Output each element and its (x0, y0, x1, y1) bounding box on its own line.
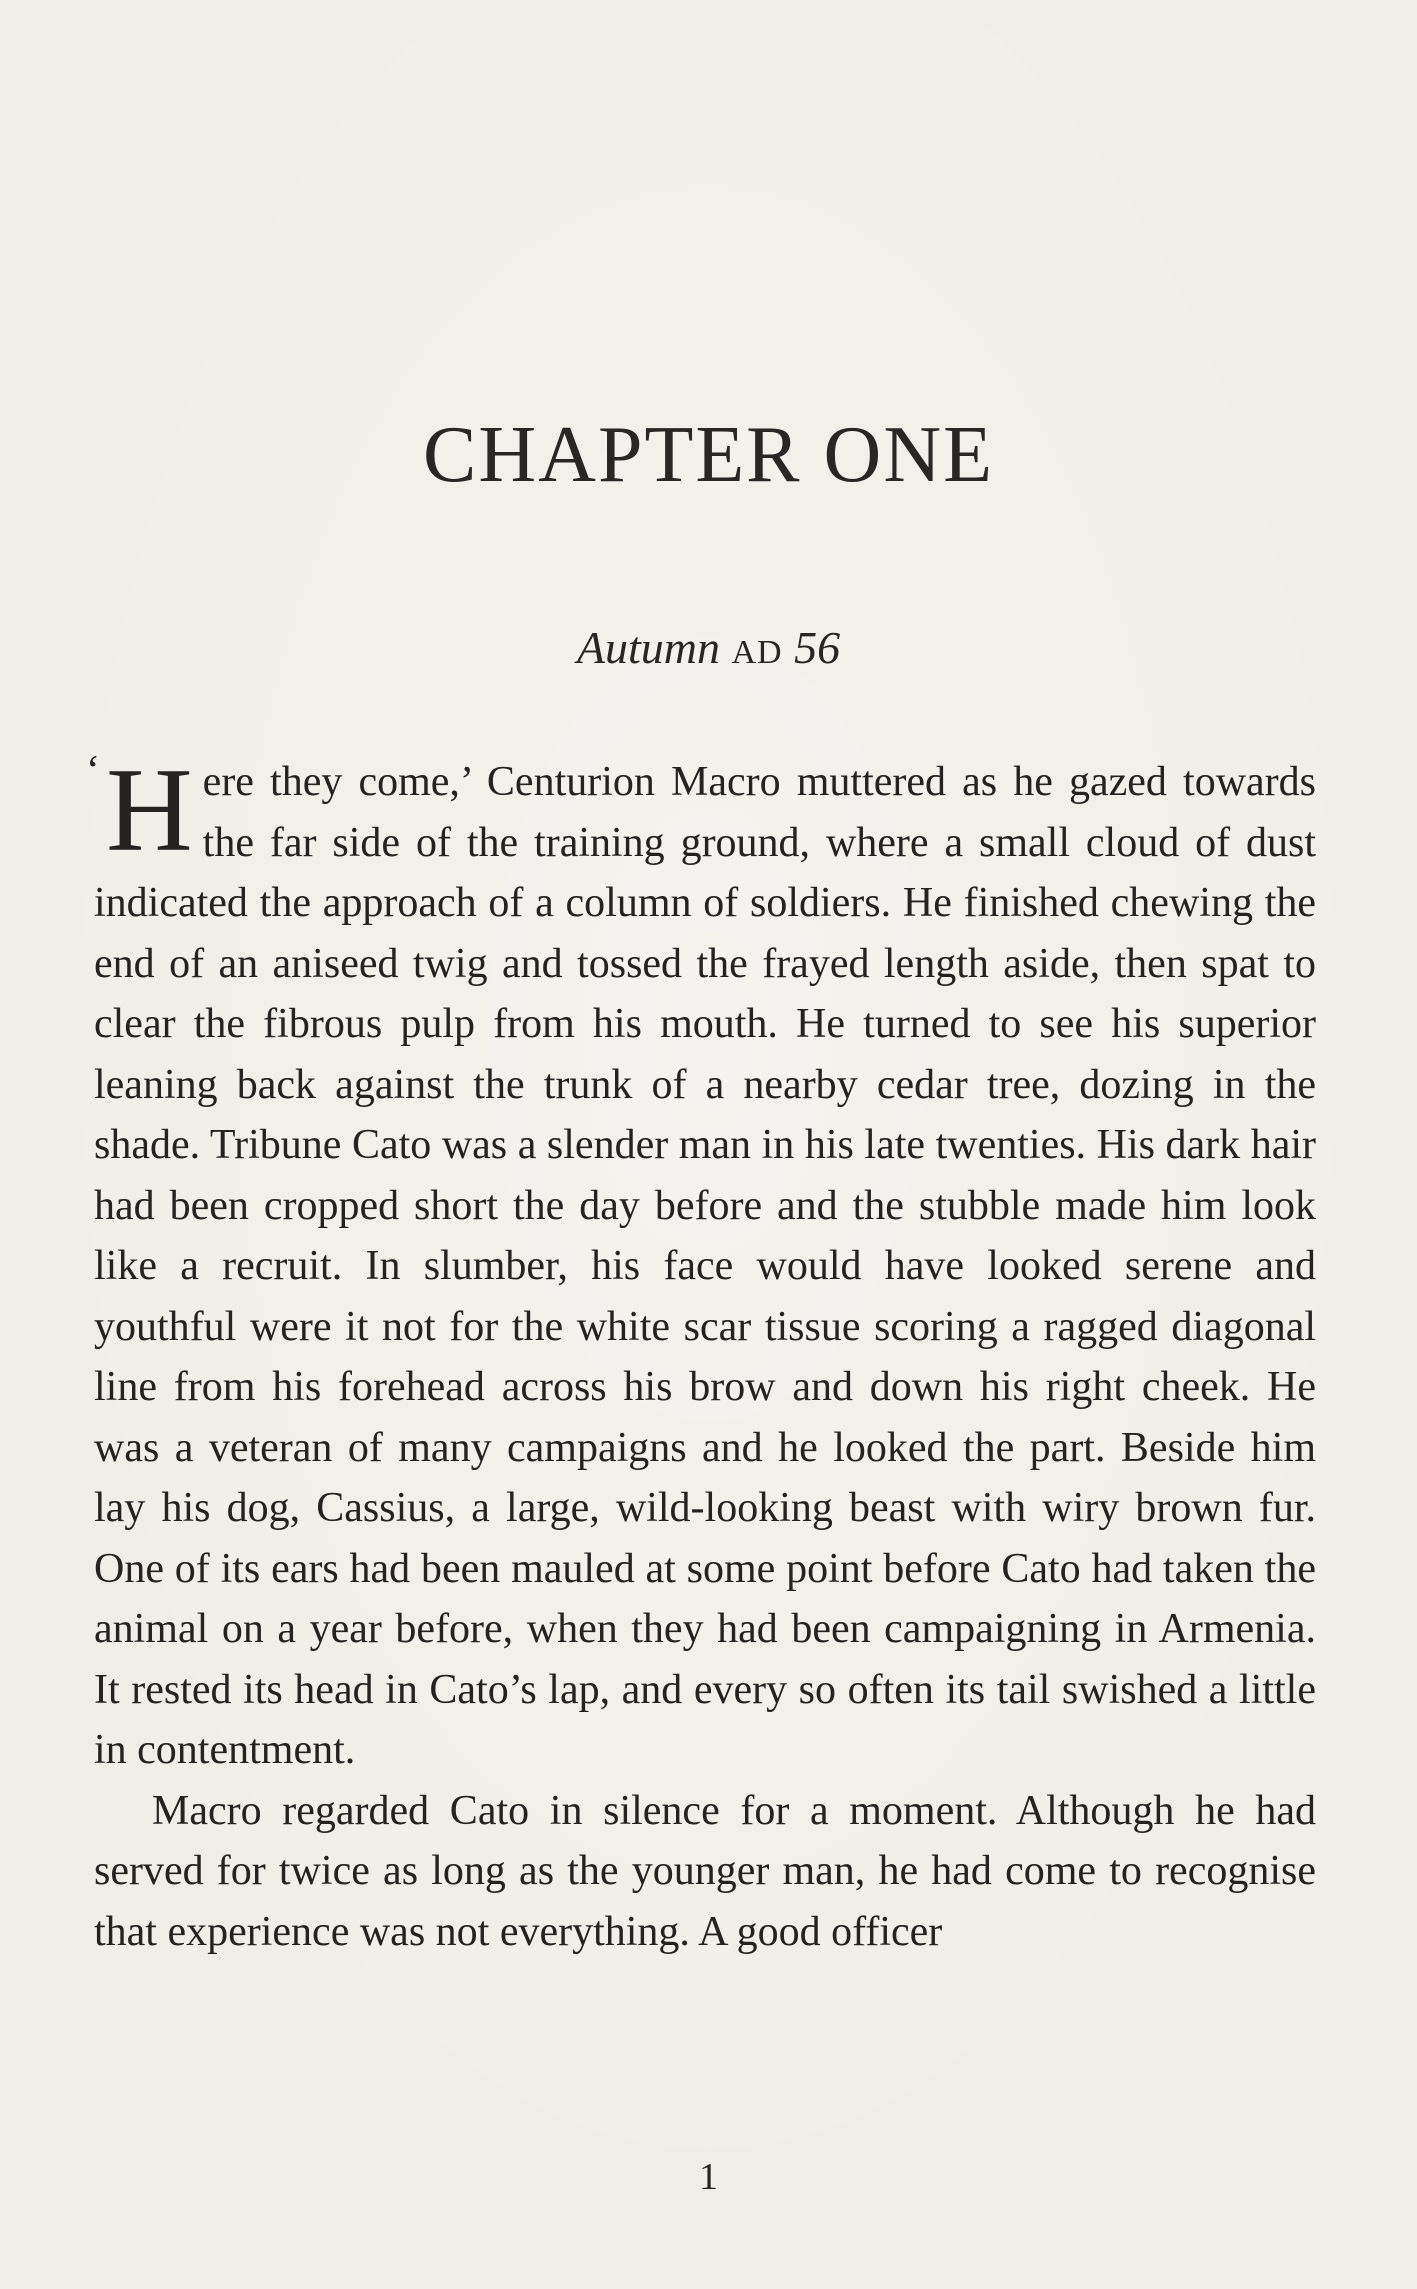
paragraph-1 (86, 743, 1316, 1781)
opening-quote-mark: ‘ (86, 748, 100, 794)
paragraph-1-text: ere they come,’ Centurion Macro muttered as he gazed towards the far side of the training ground, where a small cloud of dust indicated the approach of a column of soldiers. He finished chewing the end of an aniseed twig and tossed the frayed length aside, then spat to clear the fibrous pulp from his mouth. He turned to see his superior leaning back against the trunk of a nearby cedar tree, dozing in the shade. Tribune Cato was a slender man in his late twenties. His dark hair had been cropped short the day before and the stubble made him look like a recruit. In slumber, his face would have looked serene and youthful were it not for the white scar tissue scoring a ragged diagonal line from his forehead across his brow and down his right cheek. He was a veteran of many campaigns and he looked the part. Beside him lay his dog, Cassius, a large, wild-looking beast with wiry brown fur. One of its ears had been mauled at some point before Cato had taken the animal on a year before, when they had been campaigning in Armenia. It rested its head in Cato’s lap, and every so often its tail swished a little in contentment. (94, 759, 1316, 1773)
chapter-body-text (86, 743, 1316, 1962)
chapter-subtitle (0, 622, 1417, 673)
page-number: 1 (699, 2156, 718, 2198)
paragraph-2: Macro regarded Cato in silence for a moment. Although he had served for twice as long as the younger man, he had come to recognise that experience was not everything. A good officer (94, 1787, 1316, 1955)
drop-cap-letter: H (106, 743, 193, 876)
subtitle-season: Autumn (576, 622, 720, 673)
subtitle-year: 56 (794, 622, 841, 673)
subtitle-era: AD (731, 634, 783, 671)
chapter-title: CHAPTER ONE (423, 411, 994, 499)
